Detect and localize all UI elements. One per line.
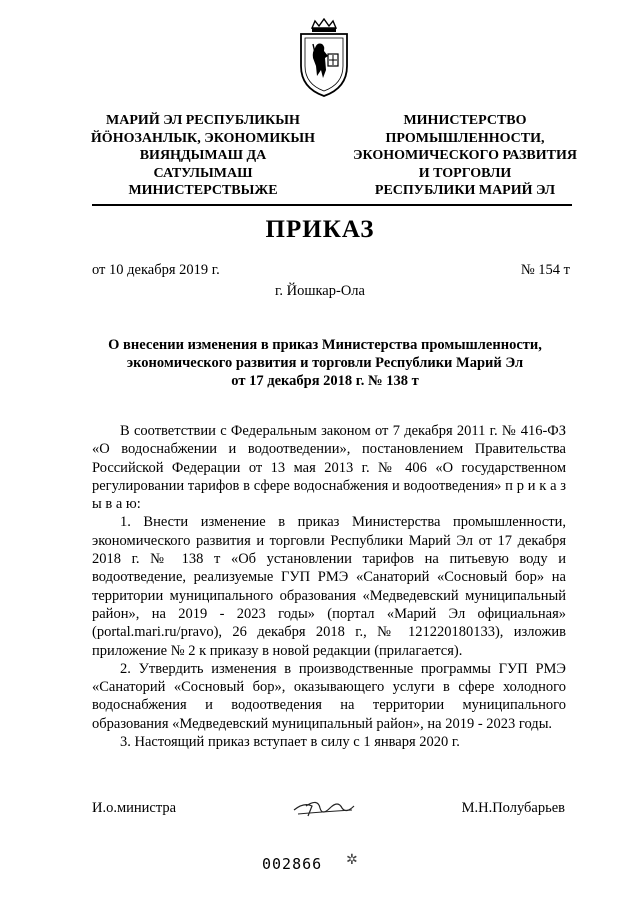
header-left-line: МИНИСТЕРСТВЫЖЕ: [128, 183, 278, 198]
document-number: № 154 т: [520, 262, 570, 278]
body-paragraph-item-3: 3. Настоящий приказ вступает в силу с 1 января 2020 г.: [120, 734, 460, 751]
header-left-line: ВИЯҢДЫМАШ ДА: [139, 148, 267, 163]
header-divider: [92, 204, 572, 206]
document-subject: [82, 336, 568, 390]
ornament-icon: ✲: [346, 853, 358, 868]
document-body: [92, 422, 566, 751]
coat-of-arms-icon: [295, 18, 353, 98]
subject-line: О внесении изменения в приказ Министерства промышленности,: [108, 337, 542, 353]
body-paragraph-preamble: В соответствии с Федеральным законом от 7 декабря 2011 г. № 416-ФЗ «О водоснабжении и водоотведении», постановлением Правительства Российской Федерации от 13 мая 2013 г. № 406 «О государственном регулировании тарифов в сфере водоснабжения и водоотведения» п р и к а з ы в а ю:: [92, 423, 566, 513]
serial-number: 002866: [262, 855, 323, 873]
subject-line: экономического развития и торговли Республики Марий Эл: [126, 355, 524, 371]
handwritten-signature: [290, 792, 360, 822]
header-left-title: [78, 112, 328, 200]
header-right-line: РЕСПУБЛИКИ МАРИЙ ЭЛ: [374, 183, 556, 198]
header-right-line: ПРОМЫШЛЕННОСТИ,: [385, 130, 545, 146]
body-paragraph-item-1: 1. Внести изменение в приказ Министерства промышленности, экономического развития и торговли Республики Марий Эл от 17 декабря 2018 г. № 138 т «Об установлении тарифов на питьевую воду и водоотведение, реализуемые ГУП РМЭ «Санаторий «Сосновый бор» на территории муниципального образования «Медведевский муниципальный район», на 2019 - 2023 годы» (портал «Марий Эл официальная» (portal.mari.ru/pravo), 26 декабря 2018 г., № 121220180133), изложив приложение № 2 к приказу в новой редакции (прилагается).: [92, 514, 566, 659]
header-left-line: МАРИЙ ЭЛ РЕСПУБЛИКЫН: [106, 113, 300, 128]
body-paragraph-item-2: 2. Утвердить изменения в производственные программы ГУП РМЭ «Санаторий «Сосновый бор», оказывающего услуги в сфере холодного водоснабжения и водоотведения на территории муниципального образования «Медведевский муниципальный район», на 2019 - 2023 годы.: [92, 660, 566, 732]
header-left-line: ЙӦНОЗАНЛЫК, ЭКОНОМИКЫН: [90, 130, 316, 146]
signatory-role: И.о.министра: [92, 800, 177, 816]
subject-line: от 17 декабря 2018 г. № 138 т: [231, 373, 419, 389]
header-left-line: САТУЛЫМАШ: [153, 165, 253, 181]
document-title: ПРИКАЗ: [265, 216, 375, 243]
document-city: г. Йошкар-Ола: [275, 283, 365, 299]
signatory-name: М.Н.Полубарьев: [461, 800, 565, 816]
header-right-line: МИНИСТЕРСТВО: [403, 113, 527, 128]
header-right-title: [340, 112, 590, 200]
header-right-line: И ТОРГОВЛИ: [418, 165, 512, 181]
document-date: от 10 декабря 2019 г.: [92, 262, 220, 278]
header-right-line: ЭКОНОМИЧЕСКОГО РАЗВИТИЯ: [353, 148, 577, 163]
